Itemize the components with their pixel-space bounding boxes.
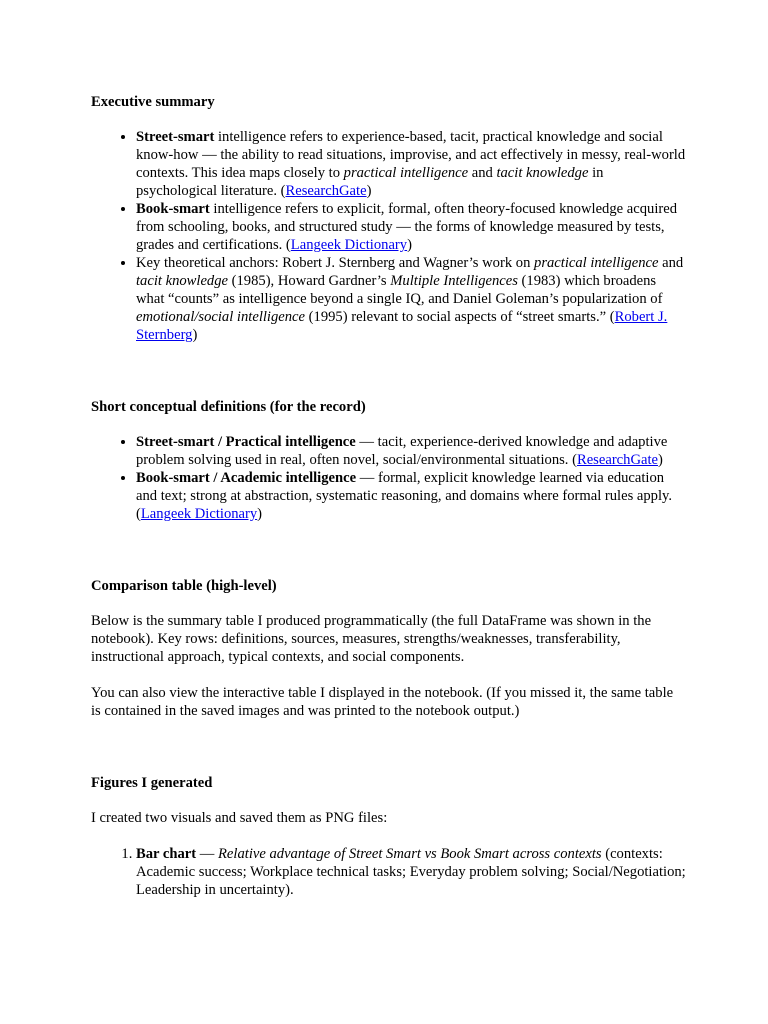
text-span: )	[192, 327, 198, 343]
term-academic-intelligence: Book-smart / Academic intelligence	[136, 470, 357, 486]
list-item	[136, 254, 686, 344]
figures-list	[91, 845, 686, 899]
executive-summary-list	[91, 128, 686, 344]
list-item	[136, 200, 686, 254]
text-span: )	[658, 452, 663, 468]
heading-comparison-table: Comparison table (high-level)	[91, 578, 277, 594]
text-span: Key theoretical anchors: Robert J. Sternberg and Wagner’s work on	[136, 255, 535, 271]
heading-definitions: Short conceptual definitions (for the record)	[91, 399, 366, 415]
document-body	[91, 93, 686, 899]
text-span: )	[366, 183, 372, 199]
heading-executive-summary: Executive summary	[91, 94, 215, 110]
paragraph-comparison-interactive: You can also view the interactive table I displayed in the notebook. (If you missed it, the same table is contained in the saved images and was printed to the notebook output.)	[91, 685, 674, 719]
link-researchgate[interactable]: ResearchGate	[285, 183, 367, 199]
italic-term: practical intelligence	[343, 165, 469, 181]
link-robert-j-sternberg[interactable]: Robert J. Sternberg	[136, 309, 668, 343]
list-item	[136, 128, 686, 200]
list-item	[136, 469, 686, 523]
paragraph-figures-intro: I created two visuals and saved them as PNG files:	[91, 810, 388, 826]
link-langeek-dictionary[interactable]: Langeek Dictionary	[140, 506, 258, 522]
text-span: (contexts: Academic success; Workplace technical tasks; Everyday problem solving; Social/Negotiation; Leadership in uncertainty).	[136, 846, 686, 898]
text-span: )	[407, 237, 412, 253]
text-span: (1983) which broadens what “counts” as intelligence beyond a single IQ, and Daniel Goleman’s popularization of	[136, 273, 663, 307]
list-item	[136, 845, 686, 899]
text-span: intelligence refers to explicit, formal, often theory-focused knowledge acquired from schooling, books, and structured study — the forms of knowledge measured by tests, grades and certifications. (	[136, 201, 678, 253]
text-span: (1985), Howard Gardner’s	[228, 273, 391, 289]
italic-term: Multiple Intelligences	[390, 273, 518, 289]
link-researchgate[interactable]: ResearchGate	[576, 452, 658, 468]
text-span: and	[468, 165, 497, 181]
text-span: )	[257, 506, 263, 522]
text-span: and	[658, 255, 684, 271]
term-bar-chart: Bar chart	[136, 846, 197, 862]
text-span: (1995) relevant to social aspects of “street smarts.” (	[305, 309, 615, 325]
term-book-smart: Book-smart	[136, 201, 210, 217]
term-street-smart: Street-smart	[136, 129, 215, 145]
heading-figures: Figures I generated	[91, 775, 213, 791]
term-practical-intelligence: Street-smart / Practical intelligence	[136, 434, 356, 450]
definitions-list	[91, 433, 686, 523]
text-span: — formal, explicit knowledge learned via education and text; strong at abstraction, systematic reasoning, and domains where formal rules apply. (	[136, 470, 673, 522]
link-langeek-dictionary[interactable]: Langeek Dictionary	[290, 237, 408, 253]
italic-term: tacit knowledge	[496, 165, 589, 181]
list-item	[136, 433, 686, 469]
italic-term: emotional/social intelligence	[136, 309, 306, 325]
text-span: —	[196, 846, 219, 862]
text-span: in psychological literature. (	[136, 165, 604, 199]
italic-term: practical intelligence	[534, 255, 659, 271]
italic-term: tacit knowledge	[136, 273, 228, 289]
text-span: — tacit, experience-derived knowledge and adaptive problem solving used in real, often novel, social/environmental situations. (	[136, 434, 668, 468]
paragraph-comparison-summary: Below is the summary table I produced programmatically (the full DataFrame was shown in the notebook). Key rows: definitions, sources, measures, strengths/weaknesses, transferability, instructional approach, typical contexts, and social components.	[91, 613, 652, 665]
italic-title: Relative advantage of Street Smart vs Book Smart across contexts	[218, 846, 602, 862]
text-span: intelligence refers to experience-based, tacit, practical knowledge and social know-how — the ability to read situations, improvise, and act effectively in messy, real-world contexts. This idea maps closely to	[136, 129, 686, 181]
